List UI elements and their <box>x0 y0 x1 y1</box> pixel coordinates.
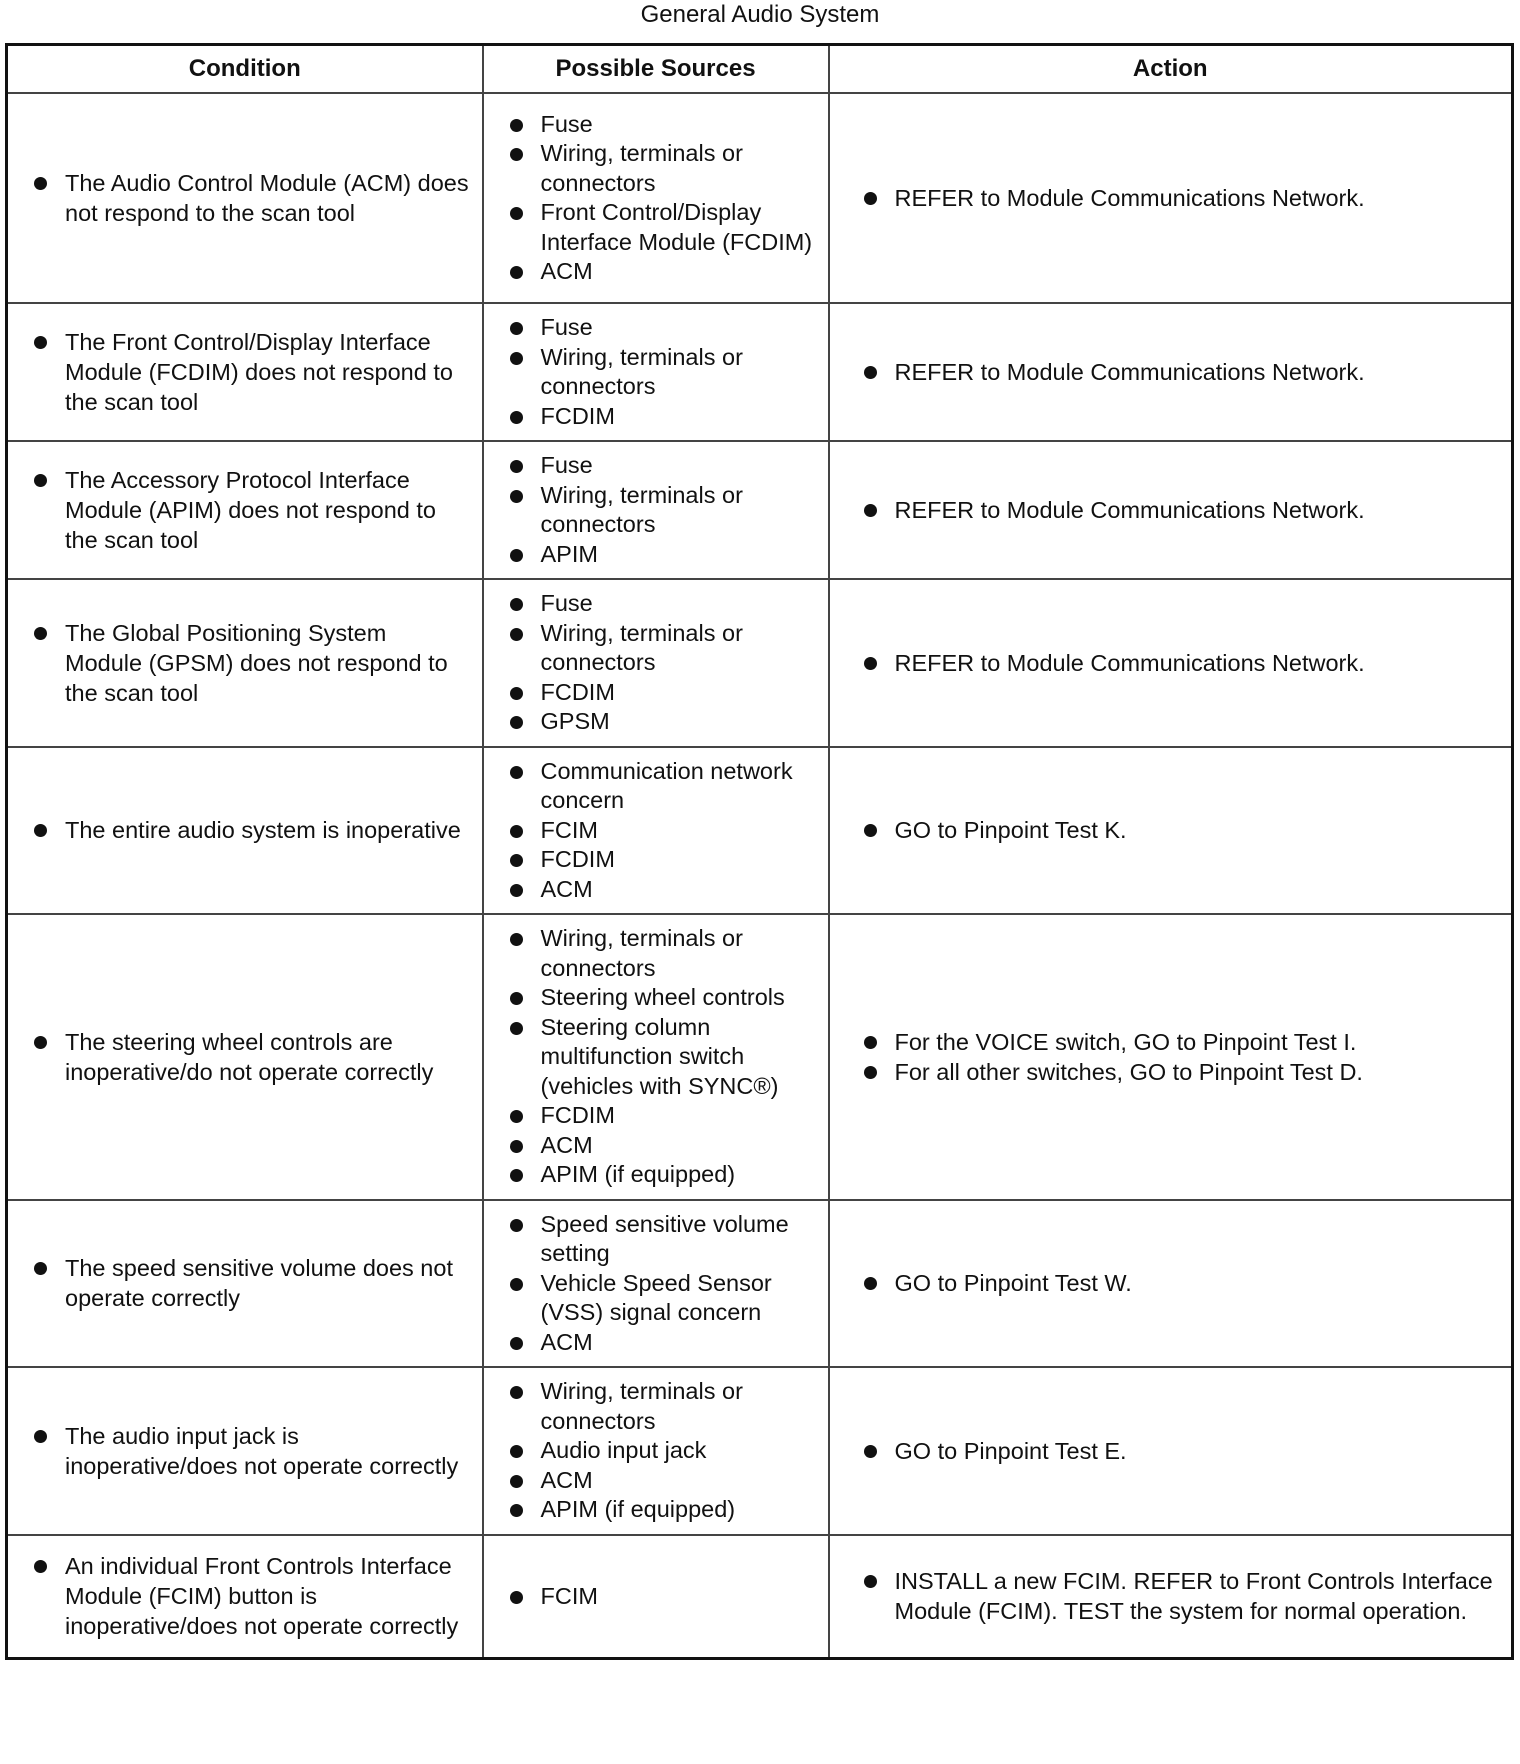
possible-sources-cell <box>483 1367 829 1535</box>
condition-text: The audio input jack is inoperative/does not operate correctly <box>30 1421 470 1481</box>
source-item: Wiring, terminals or connectors <box>506 343 820 402</box>
action-item: GO to Pinpoint Test K. <box>860 815 1500 845</box>
possible-sources-cell <box>483 93 829 303</box>
source-item: FCIM <box>506 1582 820 1612</box>
action-item: INSTALL a new FCIM. REFER to Front Controls Interface Module (FCIM). TEST the system for normal operation. <box>860 1566 1500 1626</box>
page-title: General Audio System <box>640 1 880 28</box>
condition-cell <box>7 579 483 747</box>
condition-text: The Front Control/Display Interface Module (FCDIM) does not respond to the scan tool <box>30 327 470 417</box>
action-cell <box>829 747 1513 915</box>
condition-cell <box>7 1535 483 1659</box>
source-item: Front Control/Display Interface Module (FCDIM) <box>506 198 820 257</box>
table-row <box>7 93 1513 303</box>
possible-sources-cell <box>483 747 829 915</box>
symptom-chart-table-container <box>5 43 1511 1660</box>
header-action: Action <box>829 45 1513 94</box>
action-item: REFER to Module Communications Network. <box>860 648 1500 678</box>
condition-text: An individual Front Controls Interface Module (FCIM) button is inoperative/does not operate correctly <box>30 1551 470 1641</box>
source-item: Fuse <box>506 313 820 343</box>
possible-sources-cell <box>483 914 829 1200</box>
symptom-chart-table <box>5 43 1514 1660</box>
source-item: Wiring, terminals or connectors <box>506 619 820 678</box>
source-item: ACM <box>506 1131 820 1161</box>
table-row <box>7 747 1513 915</box>
source-item: Fuse <box>506 451 820 481</box>
action-item: GO to Pinpoint Test E. <box>860 1436 1500 1466</box>
table-row <box>7 579 1513 747</box>
source-item: FCIM <box>506 816 820 846</box>
source-item: Wiring, terminals or connectors <box>506 139 820 198</box>
table-body <box>7 93 1513 1659</box>
table-row <box>7 914 1513 1200</box>
table-row <box>7 303 1513 441</box>
table-row <box>7 1535 1513 1659</box>
table-row <box>7 1200 1513 1368</box>
source-item: Fuse <box>506 589 820 619</box>
action-item: For all other switches, GO to Pinpoint Test D. <box>860 1057 1500 1087</box>
action-item: GO to Pinpoint Test W. <box>860 1268 1500 1298</box>
condition-cell <box>7 1200 483 1368</box>
action-item: REFER to Module Communications Network. <box>860 357 1500 387</box>
source-item: APIM (if equipped) <box>506 1495 820 1525</box>
condition-cell <box>7 303 483 441</box>
source-item: Communication network concern <box>506 757 820 816</box>
condition-text: The entire audio system is inoperative <box>30 815 470 845</box>
header-condition: Condition <box>7 45 483 94</box>
source-item: Wiring, terminals or connectors <box>506 481 820 540</box>
action-item: For the VOICE switch, GO to Pinpoint Test I. <box>860 1027 1500 1057</box>
action-cell <box>829 579 1513 747</box>
source-item: ACM <box>506 1328 820 1358</box>
source-item: ACM <box>506 875 820 905</box>
source-item: FCDIM <box>506 402 820 432</box>
source-item: Fuse <box>506 110 820 140</box>
source-item: Audio input jack <box>506 1436 820 1466</box>
condition-text: The Accessory Protocol Interface Module (APIM) does not respond to the scan tool <box>30 465 470 555</box>
possible-sources-cell <box>483 303 829 441</box>
condition-text: The Global Positioning System Module (GPSM) does not respond to the scan tool <box>30 618 470 708</box>
source-item: ACM <box>506 257 820 287</box>
source-item: APIM (if equipped) <box>506 1160 820 1190</box>
action-item: REFER to Module Communications Network. <box>860 183 1500 213</box>
source-item: FCDIM <box>506 678 820 708</box>
source-item: FCDIM <box>506 1101 820 1131</box>
source-item: Steering wheel controls <box>506 983 820 1013</box>
possible-sources-cell <box>483 441 829 579</box>
possible-sources-cell <box>483 1535 829 1659</box>
source-item: Speed sensitive volume setting <box>506 1210 820 1269</box>
action-cell <box>829 93 1513 303</box>
action-cell <box>829 303 1513 441</box>
table-row <box>7 441 1513 579</box>
action-cell <box>829 1535 1513 1659</box>
condition-cell <box>7 93 483 303</box>
action-cell <box>829 441 1513 579</box>
condition-text: The speed sensitive volume does not operate correctly <box>30 1253 470 1313</box>
condition-text: The Audio Control Module (ACM) does not respond to the scan tool <box>30 168 470 228</box>
source-item: ACM <box>506 1466 820 1496</box>
header-possible-sources: Possible Sources <box>483 45 829 94</box>
source-item: APIM <box>506 540 820 570</box>
condition-cell <box>7 914 483 1200</box>
possible-sources-cell <box>483 1200 829 1368</box>
action-cell <box>829 1367 1513 1535</box>
source-item: FCDIM <box>506 845 820 875</box>
table-header-row <box>7 45 1513 94</box>
source-item: Vehicle Speed Sensor (VSS) signal concern <box>506 1269 820 1328</box>
condition-cell <box>7 1367 483 1535</box>
source-item: Wiring, terminals or connectors <box>506 924 820 983</box>
table-row <box>7 1367 1513 1535</box>
source-item: Steering column multifunction switch (vehicles with SYNC®) <box>506 1013 820 1102</box>
condition-cell <box>7 747 483 915</box>
source-item: Wiring, terminals or connectors <box>506 1377 820 1436</box>
action-cell <box>829 914 1513 1200</box>
possible-sources-cell <box>483 579 829 747</box>
source-item: GPSM <box>506 707 820 737</box>
condition-cell <box>7 441 483 579</box>
condition-text: The steering wheel controls are inoperative/do not operate correctly <box>30 1027 470 1087</box>
action-item: REFER to Module Communications Network. <box>860 495 1500 525</box>
action-cell <box>829 1200 1513 1368</box>
